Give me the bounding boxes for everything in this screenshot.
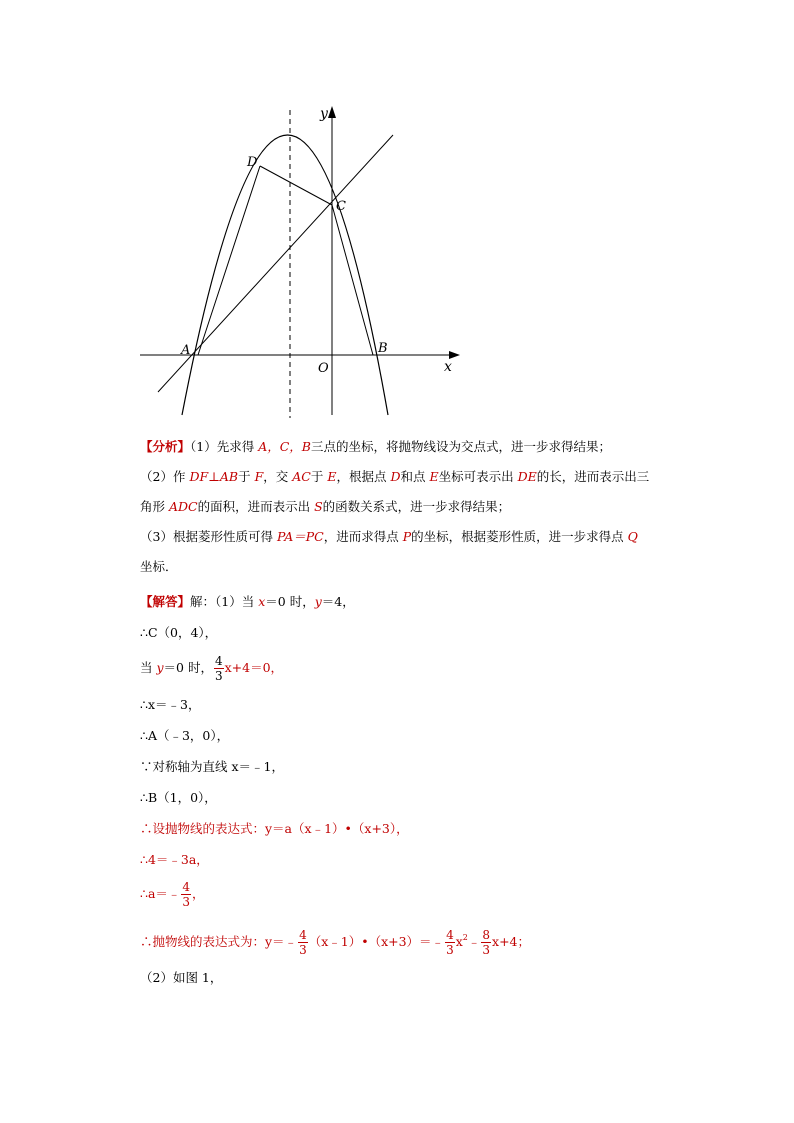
solution-line-6 — [140, 757, 284, 777]
text: （1）先求得 — [190, 439, 259, 454]
var: F — [254, 469, 264, 484]
var: y — [314, 594, 322, 609]
text: ∴B（1，0）， — [140, 790, 217, 805]
text: 的长，进而表示出三 — [536, 469, 650, 484]
var: D — [390, 469, 401, 484]
text: ﹣ — [467, 934, 481, 949]
text: ，交 — [263, 469, 293, 484]
solution-line-9 — [140, 850, 209, 870]
var: DE — [517, 469, 537, 484]
text: ∴a＝﹣ — [140, 886, 181, 901]
solution-line-11 — [140, 928, 530, 957]
segment-dc — [260, 166, 332, 205]
analysis-line-4 — [140, 527, 638, 547]
text: （3）根据菱形性质可得 — [140, 529, 277, 544]
label-d: D — [247, 155, 258, 170]
solution-line-4 — [140, 695, 200, 715]
parabola-figure — [130, 100, 470, 420]
text: （x﹣1）•（x+3）＝﹣ — [308, 934, 445, 949]
solution-line-5 — [140, 726, 229, 746]
text: x — [455, 934, 463, 949]
text: 的面积，进而表示出 — [197, 499, 315, 514]
text: 当 — [140, 660, 157, 675]
var: AC — [292, 469, 311, 484]
analysis-tag: 【分析】 — [140, 439, 191, 454]
text: 解：（1）当 — [190, 594, 259, 609]
var: Q — [627, 529, 638, 544]
label-a: A — [181, 343, 191, 358]
text: ∵对称轴为直线 x＝﹣1， — [140, 759, 284, 774]
solution-line-3 — [140, 654, 283, 683]
parabola-curve — [182, 135, 388, 415]
superscript: 2 — [462, 933, 468, 942]
text: 坐标． — [140, 559, 178, 574]
text: （2）作 — [140, 469, 190, 484]
var: x — [258, 594, 266, 609]
text: ＝0 时， — [163, 660, 213, 675]
var: DF⊥AB — [189, 469, 239, 484]
text: ，进而求得点 — [323, 529, 403, 544]
solution-line-2 — [140, 623, 217, 643]
text: 的函数关系式，进一步求得结果； — [322, 499, 511, 514]
text: ，根据点 — [336, 469, 391, 484]
fraction: $\frac{8}{3}$ — [482, 928, 491, 957]
text: 三点的坐标，将抛物线设为交点式，进一步求得结果； — [310, 439, 611, 454]
segment-ad — [198, 166, 260, 355]
text: x+4＝0， — [224, 660, 284, 675]
fraction: $\frac{4}{3}$ — [214, 654, 223, 683]
text: ， — [192, 886, 205, 901]
text: x+4； — [492, 934, 530, 949]
analysis-line-5 — [140, 557, 178, 577]
var: E — [429, 469, 439, 484]
solution-line-8 — [140, 819, 409, 839]
y-axis-arrow — [328, 106, 336, 118]
label-y: y — [320, 106, 328, 122]
fraction: $\frac{4}{3}$ — [446, 928, 454, 957]
var: E — [327, 469, 337, 484]
x-axis-arrow — [449, 351, 460, 359]
text: ∴设抛物线的表达式：y＝a（x﹣1）•（x+3）， — [140, 821, 409, 836]
var: A，C，B — [258, 439, 311, 454]
text: ∴4＝﹣3a， — [140, 852, 209, 867]
text: 于 — [238, 469, 255, 484]
text: （2）如图 1， — [140, 970, 223, 985]
label-x: x — [444, 359, 452, 375]
text: 的坐标，根据菱形性质，进一步求得点 — [411, 529, 628, 544]
analysis-line-1 — [140, 437, 611, 457]
figure-svg — [130, 100, 470, 420]
var: ADC — [168, 499, 198, 514]
var: PA＝PC — [276, 529, 324, 544]
text: ∴抛物线的表达式为：y＝﹣ — [140, 934, 298, 949]
text: 于 — [310, 469, 328, 484]
text: 坐标可表示出 — [438, 469, 518, 484]
text: 和点 — [400, 469, 430, 484]
label-c: C — [336, 199, 346, 214]
analysis-line-3 — [140, 497, 510, 517]
analysis-line-2 — [140, 467, 649, 487]
text: ＝0 时， — [265, 594, 315, 609]
text: ∴A（﹣3，0）， — [140, 728, 230, 743]
solution-tag: 【解答】 — [140, 594, 191, 609]
text: ∴C（0，4）， — [140, 625, 218, 640]
solution-line-10 — [140, 880, 205, 909]
var: S — [314, 499, 323, 514]
text: 角形 — [140, 499, 169, 514]
var: y — [156, 660, 164, 675]
var: P — [402, 529, 412, 544]
solution-line-1 — [140, 592, 355, 612]
solution-line-7 — [140, 788, 217, 808]
label-o: O — [318, 361, 329, 376]
label-b: B — [378, 341, 388, 356]
solution-line-12 — [140, 968, 222, 988]
text: ∴x＝﹣3， — [140, 697, 201, 712]
segment-cb — [332, 205, 373, 355]
line-ac — [158, 135, 393, 392]
fraction: $\frac{4}{3}$ — [182, 880, 191, 909]
fraction: $\frac{4}{3}$ — [299, 928, 307, 957]
text: ＝4， — [321, 594, 355, 609]
